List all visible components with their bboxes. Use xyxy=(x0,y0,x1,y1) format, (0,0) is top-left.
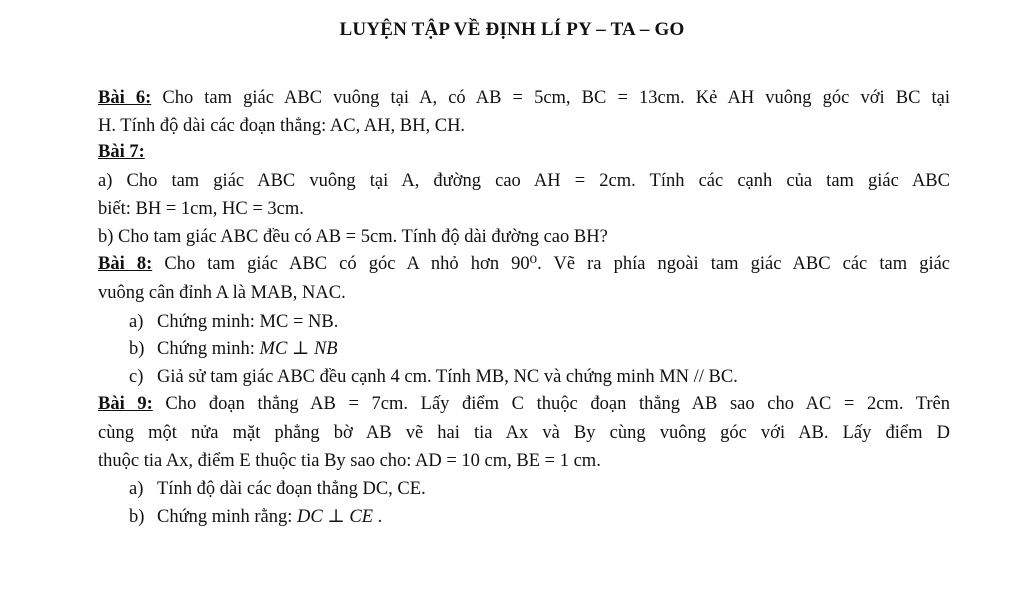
bai9-item-a xyxy=(129,477,426,501)
bai8-item-c-text: Giả sử tam giác ABC đều cạnh 4 cm. Tính MB, NC và chứng minh MN // BC. xyxy=(157,367,738,387)
bai8-label: Bài 8: xyxy=(98,254,153,274)
bai9-item-b xyxy=(129,505,382,529)
bai6-label: Bài 6: xyxy=(98,88,152,108)
bai7-a-line-2: biết: BH = 1cm, HC = 3cm. xyxy=(98,199,304,219)
bai9-item-b-text: Chứng minh rằng: xyxy=(157,507,298,527)
bai8-line-2: vuông cân đỉnh A là MAB, NAC. xyxy=(98,283,346,303)
bai8-item-b-text: Chứng minh: xyxy=(157,339,260,359)
bai8-item-a xyxy=(129,310,338,334)
bai6-line-1 xyxy=(98,86,950,110)
bai9-line-3: thuộc tia Ax, điểm E thuộc tia By sao cho: AD = 10 cm, BE = 1 cm. xyxy=(98,451,601,471)
bai8-item-b-marker: b) xyxy=(129,339,145,359)
bai8-item-a-text: Chứng minh: MC = NB. xyxy=(157,312,339,332)
bai7-label: Bài 7: xyxy=(98,142,145,162)
bai7-a-line-1: a) Cho tam giác ABC vuông tại A, đường cao AH = 2cm. Tính các cạnh của tam giác ABC xyxy=(98,171,950,191)
bai9-line-1 xyxy=(98,392,950,416)
bai9-item-b-math: DC ⊥ CE xyxy=(297,507,374,527)
bai8-text-1: Cho tam giác ABC có góc A nhỏ hơn 90⁰. Vẽ ra phía ngoài tam giác ABC các tam giác xyxy=(152,254,951,274)
bai9-line-2: cùng một nửa mặt phẳng bờ AB vẽ hai tia Ax và By cùng vuông góc với AB. Lấy điểm D xyxy=(98,423,950,443)
bai9-item-b-end: . xyxy=(373,507,383,527)
bai7-heading xyxy=(98,140,145,164)
bai6-line-2: H. Tính độ dài các đoạn thẳng: AC, AH, BH, CH. xyxy=(98,116,466,136)
bai9-item-a-text: Tính độ dài các đoạn thẳng DC, CE. xyxy=(157,479,426,499)
bai9-text-1: Cho đoạn thẳng AB = 7cm. Lấy điểm C thuộc đoạn thẳng AB sao cho AC = 2cm. Trên xyxy=(152,394,951,414)
bai8-item-c-marker: c) xyxy=(129,367,144,387)
bai9-item-b-marker: b) xyxy=(129,507,145,527)
bai8-item-c xyxy=(129,365,738,389)
bai8-item-b xyxy=(129,337,338,361)
bai8-item-b-math: MC ⊥ NB xyxy=(259,339,338,359)
page-title: LUYỆN TẬP VỀ ĐỊNH LÍ PY – TA – GO xyxy=(339,19,685,40)
bai7-b-line: b) Cho tam giác ABC đều có AB = 5cm. Tính độ dài đường cao BH? xyxy=(98,227,608,247)
bai9-label: Bài 9: xyxy=(98,394,153,414)
bai6-text-1: Cho tam giác ABC vuông tại A, có AB = 5cm, BC = 13cm. Kẻ AH vuông góc với BC tại xyxy=(151,88,951,108)
bai8-line-1 xyxy=(98,252,950,276)
bai8-item-a-marker: a) xyxy=(129,312,144,332)
bai9-item-a-marker: a) xyxy=(129,479,144,499)
